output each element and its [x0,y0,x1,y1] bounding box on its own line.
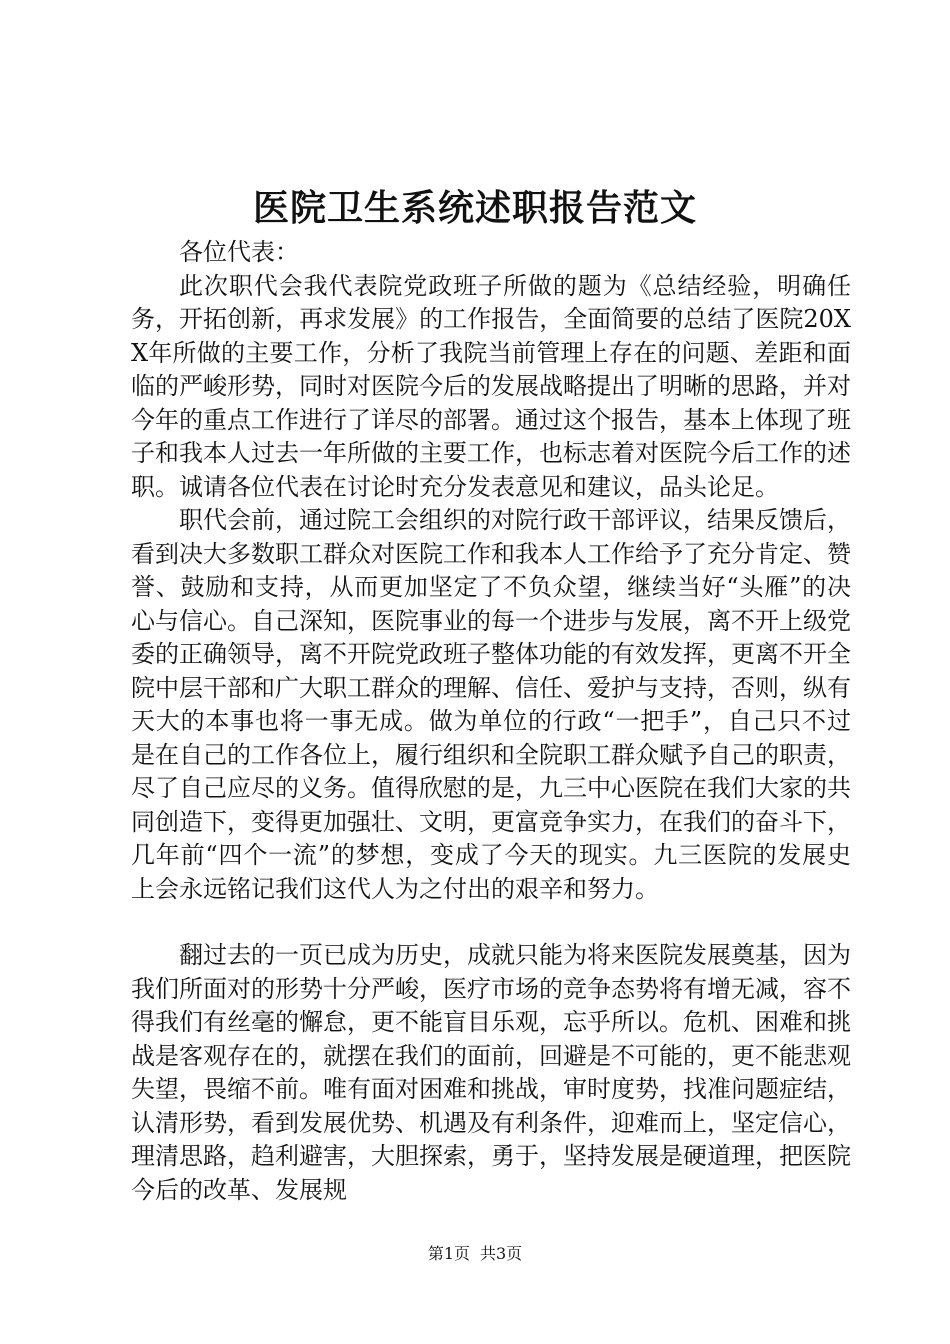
paragraph-1: 此次职代会我代表院党政班子所做的题为《总结经验，明确任务，开拓创新，再求发展》的工作报告，全面简要的总结了医院20XX年所做的主要工作，分析了我院当前管理上存在的问题、差距和面临的严峻形势，同时对医院今后的发展战略提出了明晰的思路，并对今年的重点工作进行了详尽的部署。通过这个报告，基本上体现了班子和我本人过去一年所做的主要工作，也标志着对医院今后工作的述职。诚请各位代表在讨论时充分发表意见和建议，品头论足。 [131,271,851,501]
page-footer [0,1244,950,1264]
paragraph-2: 职代会前，通过院工会组织的对院行政干部评议，结果反馈后，看到决大多数职工群众对医院工作和我本人工作给予了充分肯定、赞誉、鼓励和支持，从而更加坚定了不负众望，继续当好“头雁”的决心与信心。自己深知，医院事业的每一个进步与发展，离不开上级党委的正确领导，离不开院党政班子整体功能的有效发挥，更离不开全院中层干部和广大职工群众的理解、信任、爱护与支持，否则，纵有天大的本事也将一事无成。做为单位的行政“一把手”，自己只不过是在自己的工作各位上，履行组织和全院职工群众赋予自己的职责，尽了自己应尽的义务。值得欣慰的是，九三中心医院在我们大家的共同创造下，变得更加强壮、文明，更富竞争实力，在我们的奋斗下，几年前“四个一流”的梦想，变成了今天的现实。九三医院的发展史上会永远铭记我们这代人为之付出的艰辛和努力。 [131,506,851,903]
page-number-current: 第1页 [427,1244,470,1263]
paragraph-3: 翻过去的一页已成为历史，成就只能为将来医院发展奠基，因为我们所面对的形势十分严峻，医疗市场的竞争态势将有增无减，容不得我们有丝毫的懈怠，更不能盲目乐观，忘乎所以。危机、困难和挑战是客观存在的，就摆在我们的面前，回避是不可能的，更不能悲观失望，畏缩不前。唯有面对困难和挑战，审时度势，找准问题症结，认清形势，看到发展优势、机遇及有利条件，迎难而上，坚定信心，理清思路，趋利避害，大胆探索，勇于，坚持发展是硬道理，把医院今后的改革、发展规 [131,941,851,1204]
document-body [131,236,851,1207]
salutation: 各位代表： [179,238,299,266]
document-title: 医院卫生系统述职报告范文 [252,187,697,229]
page-number-total: 共3页 [480,1244,523,1263]
paragraph-gap [131,906,851,939]
